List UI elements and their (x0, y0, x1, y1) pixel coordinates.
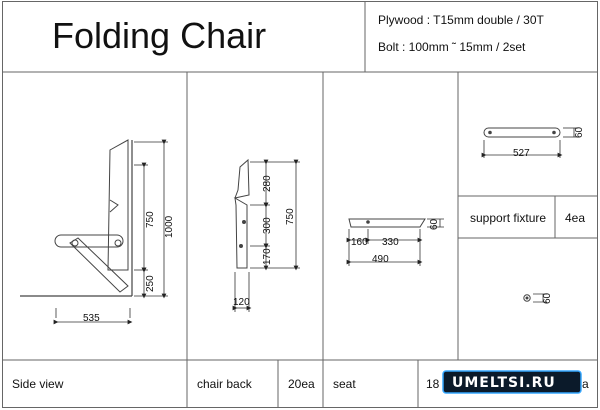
side-view-back-dim: 750 (145, 211, 156, 228)
seat-drawing (349, 219, 425, 227)
support-fixture-height-dim: 60 (542, 292, 553, 304)
chair-back-bottom-dim: 170 (262, 248, 273, 265)
seat-dim-a: 160 (351, 237, 368, 248)
support-height-dim: 60 (574, 126, 585, 138)
chair-back-total-dim: 750 (285, 208, 296, 225)
chair-back-drawing (235, 160, 249, 268)
side-view-width-dim: 535 (83, 313, 100, 324)
support-fixture-count: 4ea (565, 211, 586, 225)
seat-dim-total: 490 (372, 254, 389, 265)
support-fixture-label: support fixture (470, 211, 547, 225)
seat-dim-height: 60 (429, 218, 440, 230)
chair-back-top-dim: 280 (262, 175, 273, 192)
chair-back-label: chair back (197, 377, 252, 391)
side-view-label: Side view (12, 377, 64, 391)
seat-count: 18 (426, 377, 440, 391)
side-view-total-dim: 1000 (164, 215, 175, 238)
watermark (443, 371, 581, 393)
chair-back-width-dim: 120 (233, 297, 250, 308)
side-view-dimensions (56, 142, 168, 322)
frame (2, 2, 598, 409)
support-length-dim: 527 (513, 148, 530, 159)
drawing-title: Folding Chair (52, 15, 267, 56)
support-dimensions (484, 128, 578, 158)
side-view-drawing (20, 140, 132, 296)
seat-dim-b: 330 (382, 237, 399, 248)
watermark-text: UMELTSI.RU (452, 375, 556, 391)
plywood-spec: Plywood : T15mm double / 30T (378, 13, 544, 27)
seat-label: seat (333, 377, 356, 391)
bolt-spec: Bolt : 100mm ˜ 15mm / 2set (378, 40, 526, 54)
last-cell-text: a (582, 377, 589, 391)
chair-back-count: 20ea (288, 377, 315, 391)
chair-back-mid-dim: 300 (262, 217, 273, 234)
support-drawing (484, 128, 560, 137)
side-view-seat-dim: 250 (145, 275, 156, 292)
